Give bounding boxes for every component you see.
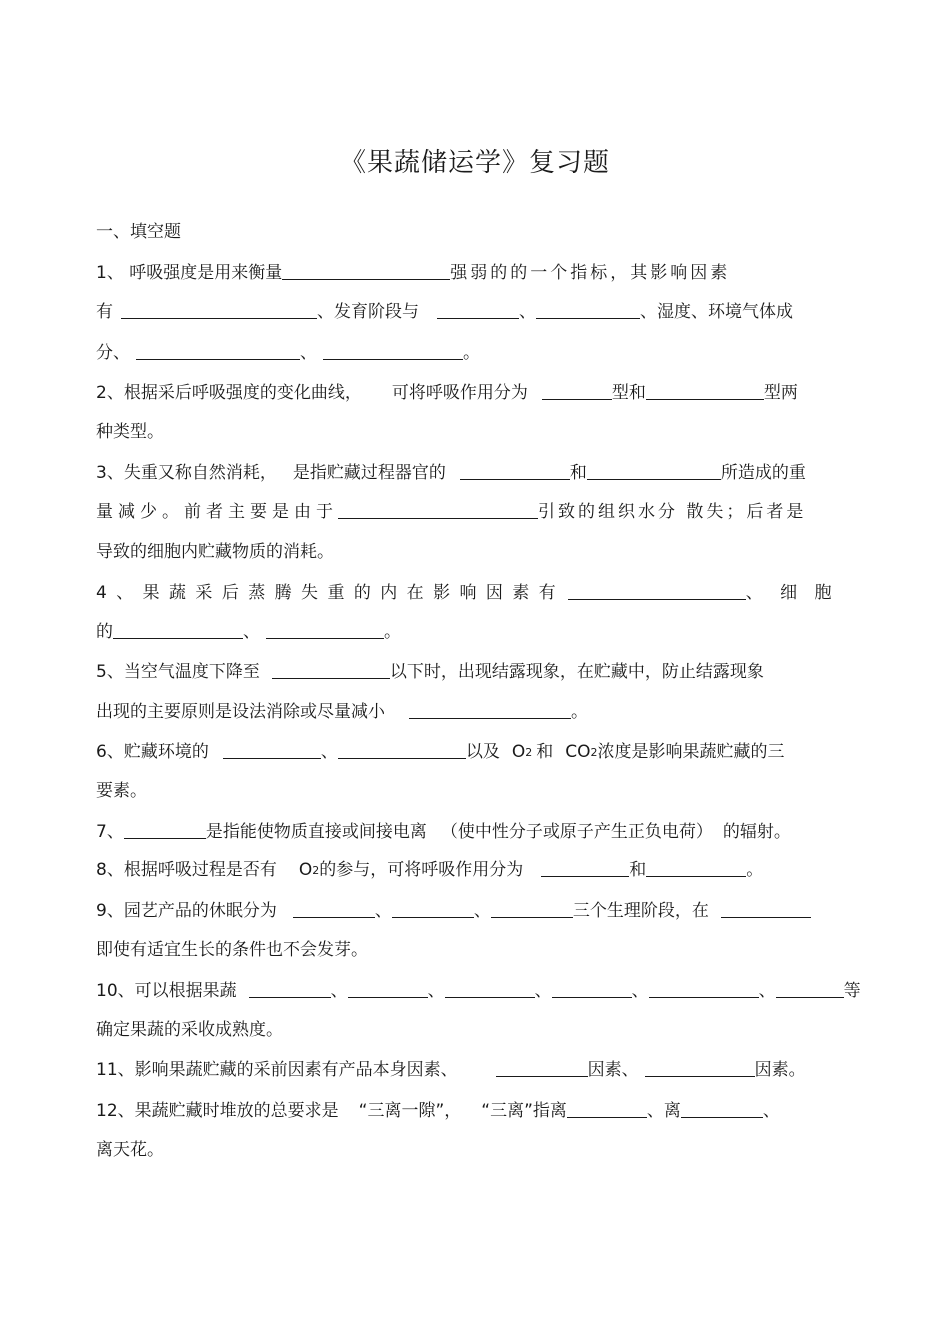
blank (338, 500, 538, 519)
question-12-line-2: 离天花。 (96, 1140, 164, 1160)
question-6-line-1: 6、贮藏环境的 、 以及 $O_2$ 和 $CO_2$浓度是影响果蔬贮藏的三 (96, 742, 785, 762)
blank (542, 381, 612, 400)
blank (266, 620, 384, 639)
question-4-line-1: 4 、 果 蔬 采 后 蒸 腾 失 重 的 内 在 影 响 因 素 有 、 细 胞 (96, 583, 838, 603)
blank (645, 1058, 755, 1077)
page-title: 《果蔬储运学》复习题 (339, 148, 610, 178)
blank (568, 581, 746, 600)
question-6-line-2: 要素。 (96, 781, 147, 801)
blank (646, 381, 764, 400)
blank (491, 899, 573, 918)
question-1-line-2: 有 、发育阶段与 、 、湿度、环境气体成 (96, 302, 793, 322)
question-1-line-3: 分、 、 。 (96, 343, 480, 363)
question-3-line-1: 3、失重又称自然消耗， 是指贮藏过程器官的 和 所造成的重 (96, 463, 806, 483)
question-3-line-3: 导致的细胞内贮藏物质的消耗。 (96, 542, 334, 562)
blank (567, 1099, 647, 1118)
blank (496, 1058, 588, 1077)
question-10-line-1: 10、可以根据果蔬 、 、 、 、 、 等 (96, 981, 861, 1001)
blank (646, 858, 746, 877)
blank (409, 700, 571, 719)
blank (136, 341, 300, 360)
blank (338, 740, 466, 759)
question-5-line-2: 出现的主要原则是设法消除或尽量减小 。 (96, 702, 588, 722)
blank (541, 858, 629, 877)
blank (392, 899, 474, 918)
blank (272, 660, 390, 679)
question-8-line-1: 8、根据呼吸过程是否有 $O_2$的参与，可将呼吸作用分为 和 。 (96, 860, 764, 880)
blank (587, 461, 721, 480)
question-10-line-2: 确定果蔬的采收成熟度。 (96, 1020, 283, 1040)
blank (536, 300, 640, 319)
blank (649, 979, 759, 998)
question-1-line-1: 1、 呼吸强度是用来衡量 强弱的的一个指标，其影响因素 (96, 263, 731, 283)
blank (681, 1099, 763, 1118)
question-7-line-1: 7、 是指能使物质直接或间接电离 （使中性分子或原子产生正负电荷） 的辐射。 (96, 822, 791, 842)
blank (282, 261, 450, 280)
blank (348, 979, 428, 998)
question-4-line-2: 的 、 。 (96, 622, 401, 642)
blank (113, 620, 243, 639)
blank (721, 899, 811, 918)
question-9-line-1: 9、园艺产品的休眠分为 、 、 三个生理阶段，在 (96, 899, 854, 923)
question-3-line-2: 量减少。前者主要是由于 引致的组织水分 散失；后者是 (96, 502, 807, 522)
question-2-line-1: 2、根据采后呼吸强度的变化曲线， 可将呼吸作用分为 型和 型两 (96, 383, 798, 403)
blank (460, 461, 570, 480)
blank (249, 979, 331, 998)
blank (437, 300, 519, 319)
blank (323, 341, 463, 360)
blank (293, 899, 375, 918)
question-5-line-1: 5、当空气温度下降至 以下时，出现结露现象，在贮藏中，防止结露现象 (96, 662, 764, 682)
blank (121, 300, 317, 319)
question-11-line-1: 11、影响果蔬贮藏的采前因素有产品本身因素、 因素、 因素。 (96, 1060, 806, 1080)
question-12-line-1: 12、果蔬贮藏时堆放的总要求是 “三离一隙”， “三离”指离 、离 、 (96, 1101, 780, 1121)
question-2-line-2: 种类型。 (96, 422, 164, 442)
blank (776, 979, 844, 998)
blank (445, 979, 535, 998)
question-9-line-2: 即使有适宜生长的条件也不会发芽。 (96, 940, 368, 960)
blank (552, 979, 632, 998)
blank (124, 820, 206, 839)
section-heading: 一、填空题 (96, 222, 181, 242)
blank (223, 740, 321, 759)
